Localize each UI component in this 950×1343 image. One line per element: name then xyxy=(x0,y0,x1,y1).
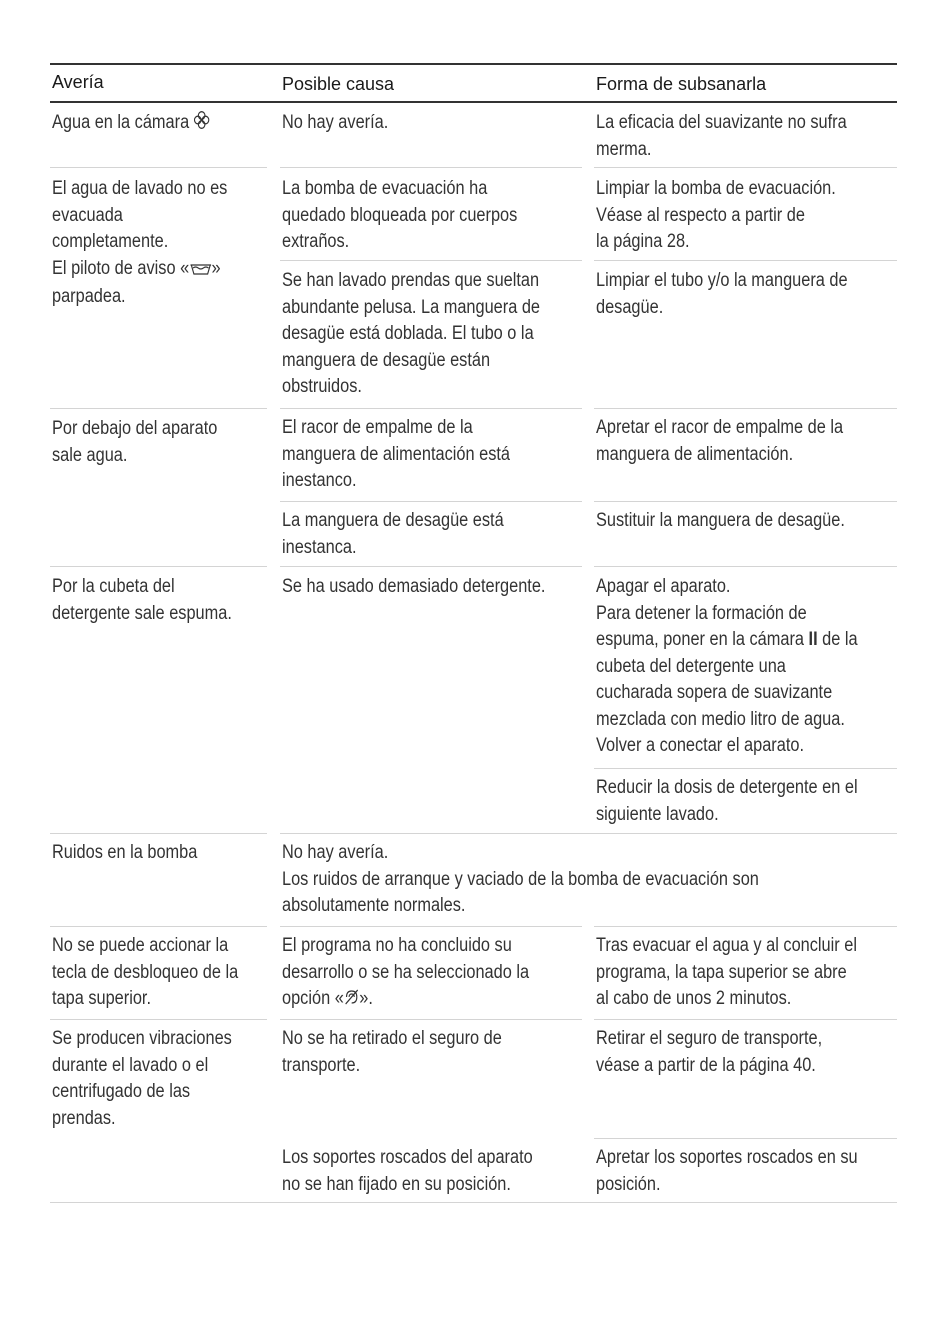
row2-cause1: La bomba de evacuación ha quedado bloqueada por cuerpos extraños. xyxy=(282,178,518,252)
row6-cause: El programa no ha concluido su desarrollo o se ha seleccionado la opción « ». xyxy=(282,933,582,1015)
no-spin-icon xyxy=(344,988,359,1015)
row2-fix2: Limpiar el tubo y/o la manguera de desagüe. xyxy=(596,270,848,318)
header-forma-subsanarla: Forma de subsanarla xyxy=(596,74,767,94)
row5-end-col1 xyxy=(50,926,267,927)
row5-cause-fix: No hay avería. Los ruidos de arranque y vaciado de la bomba de evacuación son absolutamente normales. xyxy=(282,842,759,916)
flower-icon xyxy=(193,110,210,139)
row7-fix2: Apretar los soportes roscados en su posición. xyxy=(596,1147,858,1195)
row7-fix1: Retirar el seguro de transporte, véase a partir de la página 40. xyxy=(596,1028,823,1076)
row4-fix2: Reducir la dosis de detergente en el siguiente lavado. xyxy=(596,777,858,825)
row1-fix: La eficacia del suavizante no sufra merma. xyxy=(596,112,847,160)
table-bottom-rule xyxy=(50,1202,897,1203)
row5-end-col3 xyxy=(594,926,897,927)
row4-cause: Se ha usado demasiado detergente. xyxy=(282,576,546,597)
row3-end-col1 xyxy=(50,566,267,567)
row1-divider-col1 xyxy=(50,167,267,168)
row1-cause: No hay avería. xyxy=(282,112,389,133)
row3-divider-col3 xyxy=(594,501,897,502)
row3-end-col2 xyxy=(280,566,582,567)
row3-end-col3 xyxy=(594,566,897,567)
row4-divider-col3 xyxy=(594,768,897,769)
row2-end-col3 xyxy=(594,408,897,409)
row2-fault: El agua de lavado no es evacuada completamente. El piloto de aviso « » parpadea. xyxy=(52,178,228,307)
row2-divider-col3 xyxy=(594,260,897,261)
row7-cause1: No se ha retirado el seguro de transporte. xyxy=(282,1028,502,1076)
header-averia: Avería xyxy=(52,72,104,92)
row3-fix2: Sustituir la manguera de desagüe. xyxy=(596,510,845,531)
header-posible-causa: Posible causa xyxy=(282,74,395,94)
row1-divider-col3 xyxy=(594,167,897,168)
row6-fault: No se puede accionar la tecla de desbloqueo de la tapa superior. xyxy=(52,935,239,1009)
chamber-ii-label: II xyxy=(808,629,818,650)
row1-fault: Agua en la cámara xyxy=(52,110,267,139)
row2-divider-col2 xyxy=(280,260,582,261)
row3-fault: Por debajo del aparato sale agua. xyxy=(52,418,218,466)
row4-fix1: Apagar el aparato. Para detener la formación de espuma, poner en la cámara II de la cubeta del detergente una cucharada sopera de suavizante mezclada con medio litro de agua. Volver a conectar el aparato. xyxy=(596,576,858,756)
row3-fix1: Apretar el racor de empalme de la manguera de alimentación. xyxy=(596,417,844,465)
row4-end-col23 xyxy=(280,833,897,834)
row7-fault: Se producen vibraciones durante el lavado o el centrifugado de las prendas. xyxy=(52,1028,232,1129)
row6-fix: Tras evacuar el agua y al concluir el programa, la tapa superior se abre al cabo de unos 2 minutos. xyxy=(596,935,857,1009)
row6-end-col2 xyxy=(280,1019,582,1020)
row4-fault: Por la cubeta del detergente sale espuma. xyxy=(52,576,232,624)
table-header-rule xyxy=(50,101,897,103)
basin-icon xyxy=(189,258,211,285)
row3-cause1: El racor de empalme de la manguera de alimentación está inestanco. xyxy=(282,417,510,491)
row5-end-col2 xyxy=(280,926,582,927)
row2-fix1: Limpiar la bomba de evacuación. Véase al respecto a partir de la página 28. xyxy=(596,178,836,252)
row2-cause2: Se han lavado prendas que sueltan abundante pelusa. La manguera de desagüe está doblada. El tubo o la manguera de desagüe están obstruidos. xyxy=(282,270,541,397)
row7-divider-col3 xyxy=(594,1138,897,1139)
row3-cause2: La manguera de desagüe está inestanca. xyxy=(282,510,504,558)
row5-fault: Ruidos en la bomba xyxy=(52,842,198,863)
row6-end-col3 xyxy=(594,1019,897,1020)
row7-cause2: Los soportes roscados del aparato no se han fijado en su posición. xyxy=(282,1147,533,1195)
row6-end-col1 xyxy=(50,1019,267,1020)
row4-end-col1 xyxy=(50,833,267,834)
row2-divider-col1 xyxy=(50,408,267,409)
row2-end-col2 xyxy=(280,408,582,409)
table-top-rule xyxy=(50,63,897,65)
row3-divider-col2 xyxy=(280,501,582,502)
row1-divider-col2 xyxy=(280,167,582,168)
